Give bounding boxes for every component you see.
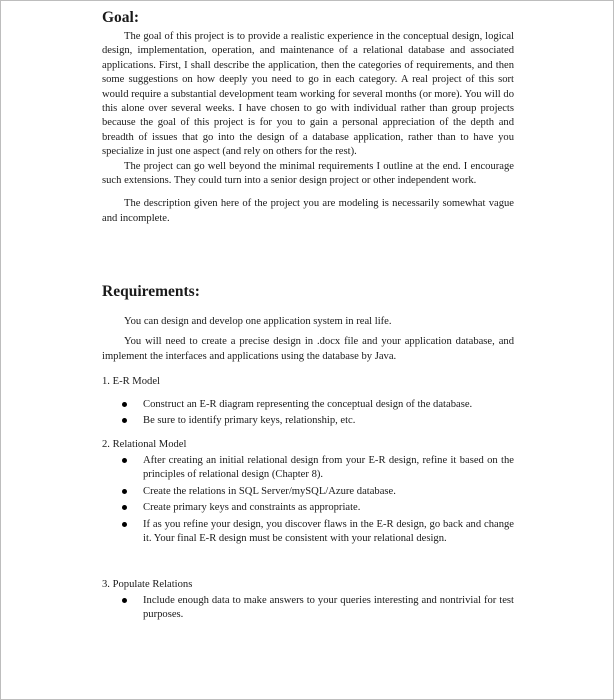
relational-model-list xyxy=(122,454,514,548)
list-item: Be sure to identify primary keys, relationship, etc. xyxy=(122,414,514,428)
section-title-er-model: 1. E-R Model xyxy=(102,376,160,387)
list-item: After creating an initial relational design from your E-R design, refine it based on the principles of relational design (Chapter 8). xyxy=(122,454,514,483)
populate-relations-list xyxy=(122,594,514,625)
list-item: If as you refine your design, you discover flaws in the E-R design, go back and change it. Your final E-R design must be consistent with your relational design. xyxy=(122,518,514,547)
list-item: Create the relations in SQL Server/mySQL/Azure database. xyxy=(122,485,514,499)
bullet-icon xyxy=(122,489,127,494)
requirements-paragraph-2: You will need to create a precise design in .docx file and your application database, and implement the interfaces and applications using the database by Java. xyxy=(102,336,514,362)
list-item: Create primary keys and constraints as appropriate. xyxy=(122,501,514,515)
goal-paragraph-1: The goal of this project is to provide a realistic experience in the conceptual design, logical design, implementation, operation, and maintenance of a relational database and associated applications. First, I shall describe the application, then the categories of requirements, and then some suggestions on how deeply you need to go in each category. A real project of this sort would require a substantial development team working for several months (or more). You will do this alone over several weeks. I have chosen to go with individual rather than group projects because the goal of this project is for you to gain a personal appreciation of the depth and breadth of issues that go into the design of a database application, rather than to have you specialize in just one aspect (and rely on others for the rest). xyxy=(102,31,514,158)
bullet-icon xyxy=(122,598,127,603)
list-item: Include enough data to make answers to your queries interesting and nontrivial for test purposes. xyxy=(122,594,514,623)
list-item: Construct an E-R diagram representing the conceptual design of the database. xyxy=(122,398,514,412)
bullet-icon xyxy=(122,458,127,463)
goal-section xyxy=(102,30,514,226)
bullet-icon xyxy=(122,505,127,510)
bullet-icon xyxy=(122,402,127,407)
section-title-populate-relations: 3. Populate Relations xyxy=(102,579,193,590)
goal-paragraph-3: The description given here of the project you are modeling is necessarily somewhat vague and incomplete. xyxy=(102,198,514,224)
requirements-intro xyxy=(102,315,514,364)
requirements-paragraph-1: You can design and develop one application system in real life. xyxy=(124,316,392,327)
bullet-icon xyxy=(122,522,127,527)
goal-heading: Goal: xyxy=(102,9,140,26)
er-model-list xyxy=(122,398,514,431)
bullet-icon xyxy=(122,418,127,423)
section-title-relational-model: 2. Relational Model xyxy=(102,439,187,450)
requirements-heading: Requirements: xyxy=(102,283,200,300)
goal-paragraph-2: The project can go well beyond the minimal requirements I outline at the end. I encourage such extensions. They could turn into a senior design project or other independent work. xyxy=(102,160,514,187)
